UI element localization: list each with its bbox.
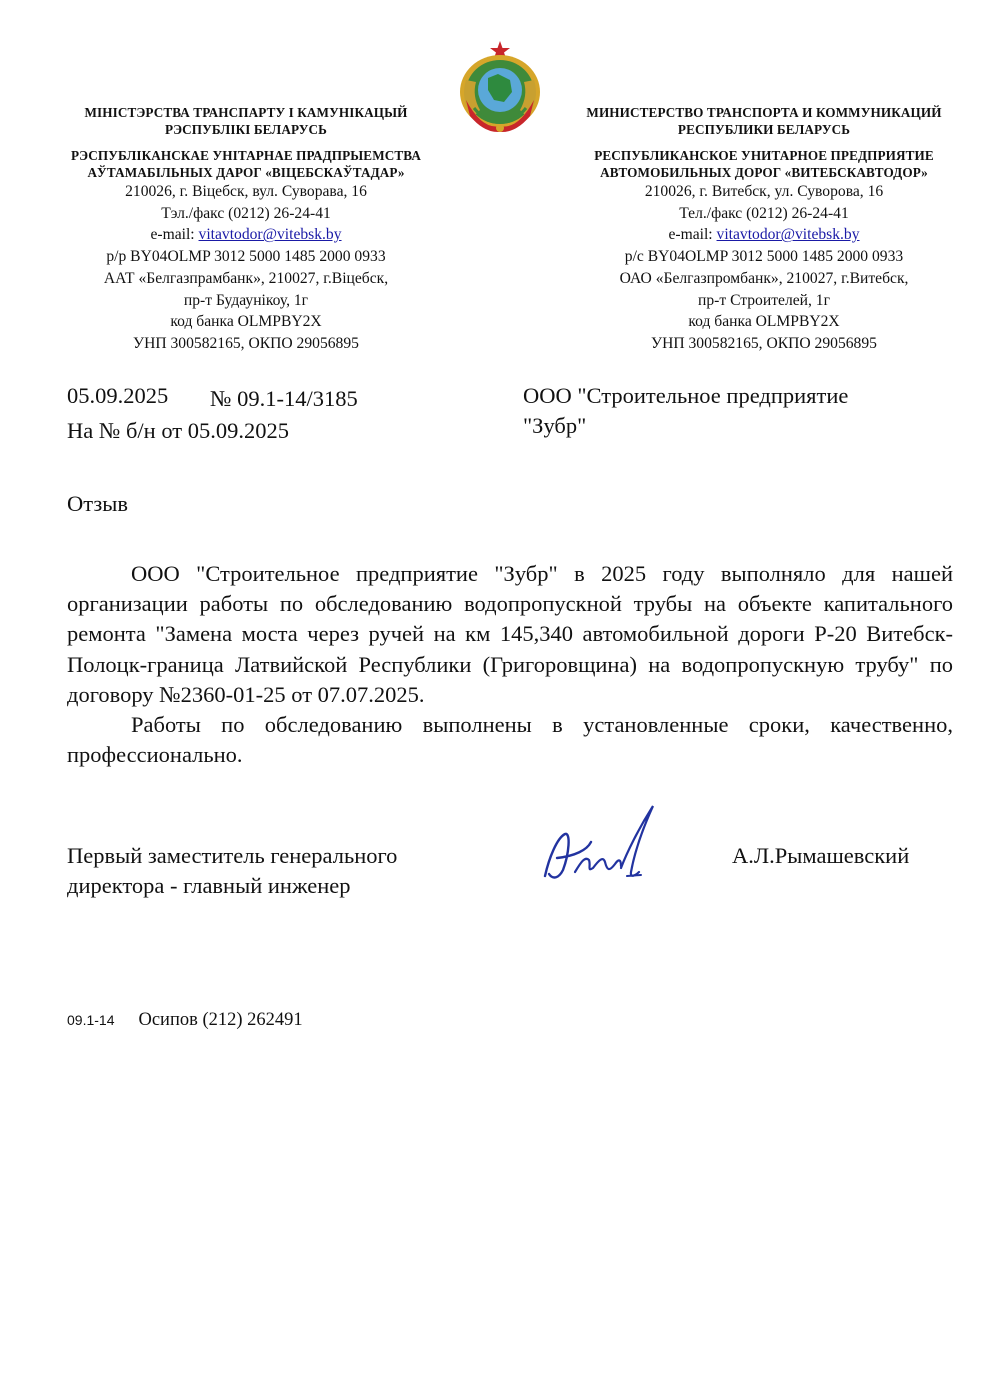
state-emblem-icon xyxy=(452,38,548,134)
subject: Отзыв xyxy=(67,491,128,516)
reply-reference: На № б/н от 05.09.2025 xyxy=(67,418,289,443)
bank-address: пр-т Будаунікоу, 1г xyxy=(183,291,309,309)
email-link[interactable]: vitavtodor@vitebsk.by xyxy=(716,226,860,244)
bank-account: р/р BY04OLMP 3012 5000 1485 2000 0933 xyxy=(106,248,386,266)
phone: Тэл./факс (0212) 26-24-41 xyxy=(161,204,331,222)
letter-date: 05.09.2025 xyxy=(67,383,169,408)
letter-body xyxy=(67,559,953,770)
organization-name-line2: АЎТАМАБІЛЬНЫХ ДАРОГ «ВІЦЕБСКАЎТАДАР» xyxy=(87,165,405,180)
body-paragraph-1: ООО "Строительное предприятие "Зубр" в 2025 году выполняло для нашей организации работы по обследованию водопропускной трубы на объекте капитального ремонта "Замена моста через ручей на км 145,340 автомобильной дороги Р-20 Витебск-Полоцк-граница Латвийской Республики (Григоровщина) на водопропускную трубу" по договору №2360-01-25 от 07.07.2025. xyxy=(67,561,953,707)
address: 210026, г. Віцебск, вул. Суворава, 16 xyxy=(125,183,367,200)
bank-address: пр-т Строителей, 1г xyxy=(698,291,830,309)
recipient-line2: "Зубр" xyxy=(523,413,587,438)
department-code: 09.1-14 xyxy=(67,1012,115,1028)
bank-code: код банка OLMPBY2X xyxy=(688,313,840,331)
bank-name: ААТ «Белгазпрамбанк», 210027, г.Віцебск, xyxy=(103,269,389,287)
ministry-title-line1: МІНІСТЭРСТВА ТРАНСПАРТУ І КАМУНІКАЦЫЙ xyxy=(84,105,408,120)
tax-ids: УНП 300582165, ОКПО 29056895 xyxy=(133,334,359,352)
signatory-position xyxy=(67,841,397,901)
executor-contact: Осипов (212) 262491 xyxy=(138,1010,303,1030)
ministry-title-line2: РЕСПУБЛИКИ БЕЛАРУСЬ xyxy=(677,122,851,137)
header-right xyxy=(558,104,970,355)
phone: Тел./факс (0212) 26-24-41 xyxy=(679,204,849,222)
address: 210026, г. Витебск, ул. Суворова, 16 xyxy=(644,183,884,200)
organization-name-line2: АВТОМОБИЛЬНЫХ ДОРОГ «ВИТЕБСКАВТОДОР» xyxy=(600,165,928,180)
signatory-position-line2: директора - главный инженер xyxy=(67,873,351,898)
header-left xyxy=(40,104,452,355)
signatory-position-line1: Первый заместитель генерального xyxy=(67,843,398,868)
letter-number: № 09.1-14/3185 xyxy=(210,386,358,411)
email-line xyxy=(558,224,970,246)
tax-ids: УНП 300582165, ОКПО 29056895 xyxy=(651,334,877,352)
email-label: e-mail: xyxy=(668,226,717,244)
handwritten-signature xyxy=(535,798,675,888)
executor-line xyxy=(67,1010,303,1031)
email-line xyxy=(40,224,452,246)
body-paragraph-2: Работы по обследованию выполнены в установленные сроки, качественно, профессионально. xyxy=(67,712,953,768)
signatory-name: А.Л.Рымашевский xyxy=(732,843,910,868)
bank-name: ОАО «Белгазпромбанк», 210027, г.Витебск, xyxy=(619,269,909,287)
bank-code: код банка OLMPBY2X xyxy=(170,313,322,331)
ministry-title-line1: МИНИСТЕРСТВО ТРАНСПОРТА И КОММУНИКАЦИЙ xyxy=(586,105,942,120)
organization-name-line1: РЕСПУБЛИКАНСКОЕ УНИТАРНОЕ ПРЕДПРИЯТИЕ xyxy=(594,148,934,163)
email-link[interactable]: vitavtodor@vitebsk.by xyxy=(198,226,342,244)
organization-name-line1: РЭСПУБЛІКАНСКАЕ УНІТАРНАЕ ПРАДПРЫЕМСТВА xyxy=(71,148,421,163)
recipient-line1: ООО "Строительное предприятие xyxy=(523,383,849,408)
email-label: e-mail: xyxy=(150,226,199,244)
ministry-title-line2: РЭСПУБЛІКІ БЕЛАРУСЬ xyxy=(164,122,328,137)
recipient xyxy=(523,381,943,441)
bank-account: р/с BY04OLMP 3012 5000 1485 2000 0933 xyxy=(624,248,904,266)
